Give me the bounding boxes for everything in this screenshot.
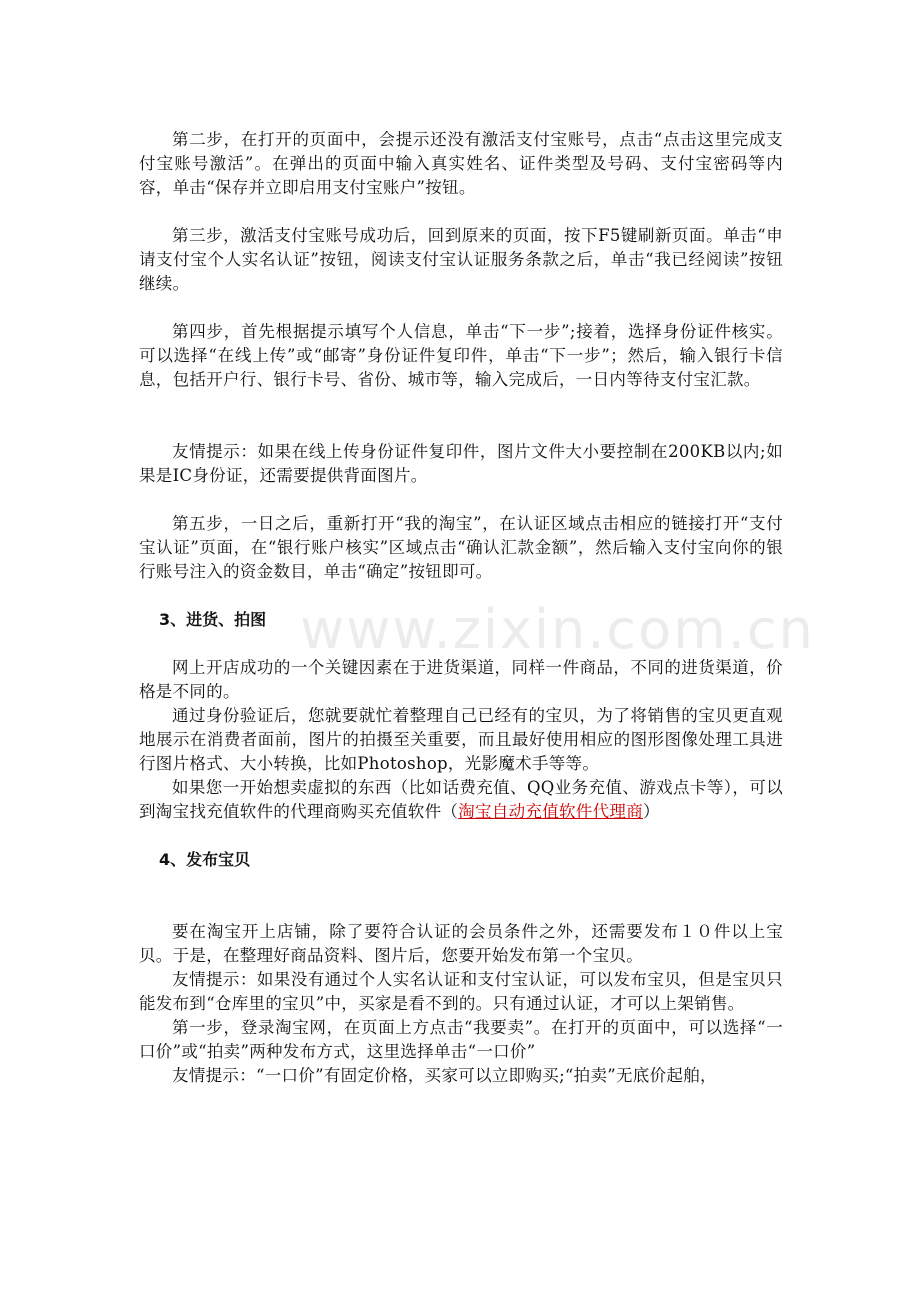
step5-paragraph: 第五步，一日之后，重新打开“我的淘宝”，在认证区域点击相应的链接打开“支付宝认证”页面，在“银行账户核实”区域点击“确认汇款金额”，然后输入支付宝向你的银行账号注入的资金数目，单击“确定”按钮即可。 (139, 514, 783, 581)
photo-processing-paragraph: 通过身份验证后，您就要就忙着整理自己已经有的宝贝，为了将销售的宝贝更直观地展示在消费者面前，图片的拍摄至关重要，而且最好使用相应的图形图像处理工具进行图片格式、大小转换，比如Photoshop，光影魔术手等等。 (139, 706, 783, 773)
section-heading-publish-items: 4、发布宝贝 (159, 850, 251, 869)
publish-requirement-paragraph: 要在淘宝开上店铺，除了要符合认证的会员条件之外，还需要发布１０件以上宝贝。于是，在整理好商品资料、图片后，您要开始发布第一个宝贝。 (139, 922, 783, 965)
recharge-agent-link[interactable]: 淘宝自动充值软件代理商 (458, 802, 644, 821)
step4-paragraph: 第四步，首先根据提示填写个人信息，单击“下一步”;接着，选择身份证件核实。可以选择“在线上传”或“邮寄”身份证件复印件，单击“下一步”；然后，输入银行卡信息，包括开户行、银行卡号、省份、城市等，输入完成后，一日内等待支付宝汇款。 (139, 322, 783, 389)
tip-warehouse-paragraph: 友情提示：如果没有通过个人实名认证和支付宝认证，可以发布宝贝，但是宝贝只能发布到“仓库里的宝贝”中，买家是看不到的。只有通过认证，才可以上架销售。 (139, 970, 783, 1013)
stock-channel-paragraph: 网上开店成功的一个关键因素在于进货渠道，同样一件商品，不同的进货渠道，价格是不同的。 (139, 658, 783, 701)
virtual-goods-text: 如果您一开始想卖虚拟的东西（比如话费充值、QQ业务充值、游戏点卡等），可以到淘宝找充值软件的代理商购买充值软件（ (139, 778, 783, 821)
document-body (139, 128, 783, 1088)
watermark: www.zixin.com.cn (300, 598, 815, 661)
virtual-goods-paragraph (139, 776, 783, 824)
virtual-goods-text-end: ） (643, 802, 660, 821)
section-heading-stock-photos: 3、进货、拍图 (159, 610, 267, 629)
tip-id-upload-paragraph: 友情提示：如果在线上传身份证件复印件，图片文件大小要控制在200KB以内;如果是IC身份证，还需要提供背面图片。 (139, 442, 783, 485)
tip-fixed-price-paragraph: 友情提示：“一口价”有固定价格，买家可以立即购买;“拍卖”无底价起舶， (172, 1066, 717, 1085)
step3-paragraph: 第三步，激活支付宝账号成功后，回到原来的页面，按下F5键刷新页面。单击“申请支付宝个人实名认证”按钮，阅读支付宝认证服务条款之后，单击“我已经阅读”按钮继续。 (139, 226, 783, 293)
publish-step1-paragraph: 第一步，登录淘宝网，在页面上方点击“我要卖”。在打开的页面中，可以选择“一口价”或“拍卖”两种发布方式，这里选择单击“一口价” (139, 1018, 783, 1061)
step2-paragraph: 第二步，在打开的页面中，会提示还没有激活支付宝账号，点击“点击这里完成支付宝账号激活”。在弹出的页面中输入真实姓名、证件类型及号码、支付宝密码等内容，单击“保存并立即启用支付宝账户”按钮。 (139, 130, 783, 197)
